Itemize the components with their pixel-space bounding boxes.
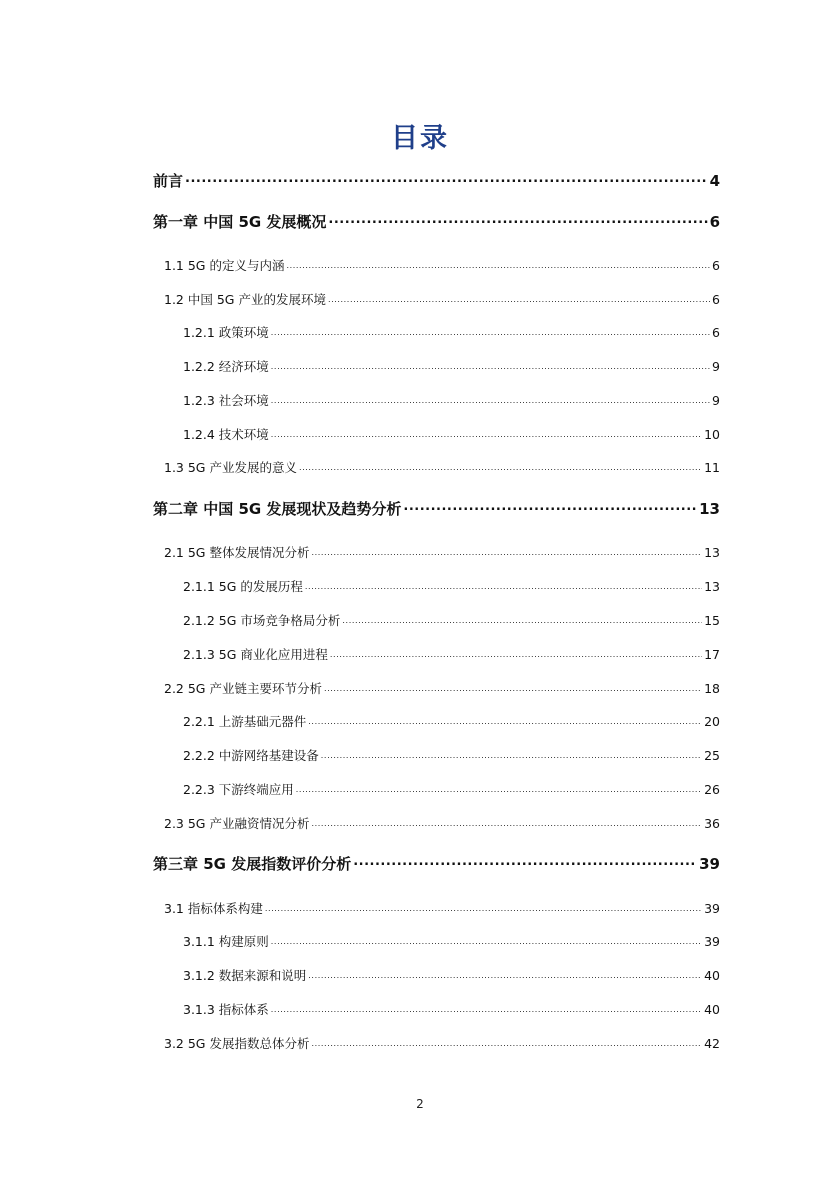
toc-entry-3-2[interactable]	[164, 1034, 720, 1052]
toc-entry-page: 26	[704, 782, 720, 797]
toc-entry-page: 9	[712, 359, 720, 374]
toc-entry-label: 2.2.2 中游网络基建设备	[183, 748, 319, 763]
toc-entry-2-2[interactable]	[164, 679, 720, 697]
dot-leader	[286, 256, 710, 270]
toc-entry-page: 20	[704, 714, 720, 729]
toc-entry-label: 2.2 5G 产业链主要环节分析	[164, 681, 322, 696]
toc-entry-label: 3.1 指标体系构建	[164, 901, 263, 916]
dot-leader	[265, 899, 702, 913]
toc-entry-label: 3.2 5G 发展指数总体分析	[164, 1036, 310, 1051]
dot-leader	[271, 357, 710, 371]
toc-entry-page: 15	[704, 613, 720, 628]
dot-leader	[324, 679, 702, 693]
dot-leader	[311, 1034, 702, 1048]
toc-entry-preface[interactable]	[153, 170, 720, 192]
toc-entry-page: 13	[704, 579, 720, 594]
toc-entry-1-3[interactable]	[164, 458, 720, 476]
toc-entry-2-1[interactable]	[164, 543, 720, 561]
dot-leader	[403, 500, 697, 514]
toc-entry-page: 13	[704, 545, 720, 560]
dot-leader	[296, 780, 702, 794]
dot-leader	[308, 966, 702, 980]
dot-leader	[311, 543, 702, 557]
toc-entry-1-1[interactable]	[164, 256, 720, 274]
dot-leader	[330, 645, 702, 659]
toc-entry-label: 1.2.4 技术环境	[183, 427, 269, 442]
toc-entry-chapter-1[interactable]	[153, 211, 720, 233]
toc-entry-label: 2.3 5G 产业融资情况分析	[164, 816, 310, 831]
toc-entry-page: 9	[712, 393, 720, 408]
toc-entry-label: 3.1.1 构建原则	[183, 934, 269, 949]
toc-entry-page: 39	[704, 934, 720, 949]
toc-entry-page: 13	[699, 500, 720, 518]
dot-leader	[305, 577, 702, 591]
dot-leader	[271, 425, 702, 439]
toc-entry-label: 前言	[153, 172, 184, 190]
toc-title: 目录	[391, 123, 449, 154]
dot-leader	[328, 290, 710, 304]
dot-leader	[271, 1000, 702, 1014]
toc-entry-chapter-2[interactable]	[153, 498, 720, 520]
toc-entry-2-1-2[interactable]	[183, 611, 720, 629]
toc-entry-page: 6	[712, 258, 720, 273]
toc-entry-label: 1.2.1 政策环境	[183, 325, 269, 340]
toc-entry-page: 39	[704, 901, 720, 916]
toc-entry-page: 18	[704, 681, 720, 696]
toc-entry-3-1-1[interactable]	[183, 932, 720, 950]
toc-entry-page: 6	[712, 325, 720, 340]
toc-entry-2-3[interactable]	[164, 814, 720, 832]
toc-entry-label: 3.1.2 数据来源和说明	[183, 968, 307, 983]
dot-leader	[311, 814, 702, 828]
toc-entry-chapter-3[interactable]	[153, 853, 720, 875]
dot-leader	[342, 611, 702, 625]
toc-entry-label: 2.2.3 下游终端应用	[183, 782, 294, 797]
dot-leader	[328, 213, 707, 227]
toc-entry-page: 4	[709, 172, 720, 190]
toc-entry-label: 1.2 中国 5G 产业的发展环境	[164, 292, 326, 307]
toc-entry-label: 1.2.3 社会环境	[183, 393, 269, 408]
toc-entry-label: 3.1.3 指标体系	[183, 1002, 269, 1017]
toc-entry-page: 42	[704, 1036, 720, 1051]
toc-entry-2-2-2[interactable]	[183, 746, 720, 764]
toc-entry-page: 6	[712, 292, 720, 307]
toc-entry-2-2-1[interactable]	[183, 712, 720, 730]
toc-entry-2-1-1[interactable]	[183, 577, 720, 595]
toc-entry-page: 10	[704, 427, 720, 442]
toc-entry-3-1-3[interactable]	[183, 1000, 720, 1018]
dot-leader	[353, 855, 697, 869]
dot-leader	[271, 932, 702, 946]
toc-entry-label: 第三章 5G 发展指数评价分析	[153, 855, 352, 873]
toc-entry-1-2-4[interactable]	[183, 425, 720, 443]
dot-leader	[321, 746, 702, 760]
toc-entry-page: 25	[704, 748, 720, 763]
toc-entry-1-2-3[interactable]	[183, 391, 720, 409]
dot-leader	[185, 172, 708, 186]
toc-entry-1-2-1[interactable]	[183, 323, 720, 341]
toc-entry-page: 17	[704, 647, 720, 662]
toc-entry-label: 1.3 5G 产业发展的意义	[164, 460, 297, 475]
toc-entry-3-1[interactable]	[164, 899, 720, 917]
toc-entry-page: 40	[704, 1002, 720, 1017]
toc-entry-label: 2.1.3 5G 商业化应用进程	[183, 647, 328, 662]
toc-entry-page: 6	[709, 213, 720, 231]
toc-entry-page: 11	[704, 460, 720, 475]
toc-entry-label: 2.1 5G 整体发展情况分析	[164, 545, 310, 560]
dot-leader	[299, 458, 702, 472]
toc-entry-page: 39	[699, 855, 720, 873]
page-number: 2	[416, 1097, 424, 1111]
toc-entry-page: 40	[704, 968, 720, 983]
toc-entry-label: 第一章 中国 5G 发展概况	[153, 213, 327, 231]
toc-entry-2-1-3[interactable]	[183, 645, 720, 663]
toc-entry-label: 1.1 5G 的定义与内涵	[164, 258, 285, 273]
toc-entry-label: 2.2.1 上游基础元器件	[183, 714, 307, 729]
toc-entry-2-2-3[interactable]	[183, 780, 720, 798]
toc-entry-label: 2.1.1 5G 的发展历程	[183, 579, 303, 594]
dot-leader	[308, 712, 702, 726]
dot-leader	[271, 323, 710, 337]
toc-entry-page: 36	[704, 816, 720, 831]
toc-entry-label: 第二章 中国 5G 发展现状及趋势分析	[153, 500, 402, 518]
dot-leader	[271, 391, 710, 405]
toc-entry-1-2[interactable]	[164, 290, 720, 308]
toc-entry-3-1-2[interactable]	[183, 966, 720, 984]
toc-entry-label: 1.2.2 经济环境	[183, 359, 269, 374]
toc-entry-1-2-2[interactable]	[183, 357, 720, 375]
toc-entry-label: 2.1.2 5G 市场竞争格局分析	[183, 613, 341, 628]
